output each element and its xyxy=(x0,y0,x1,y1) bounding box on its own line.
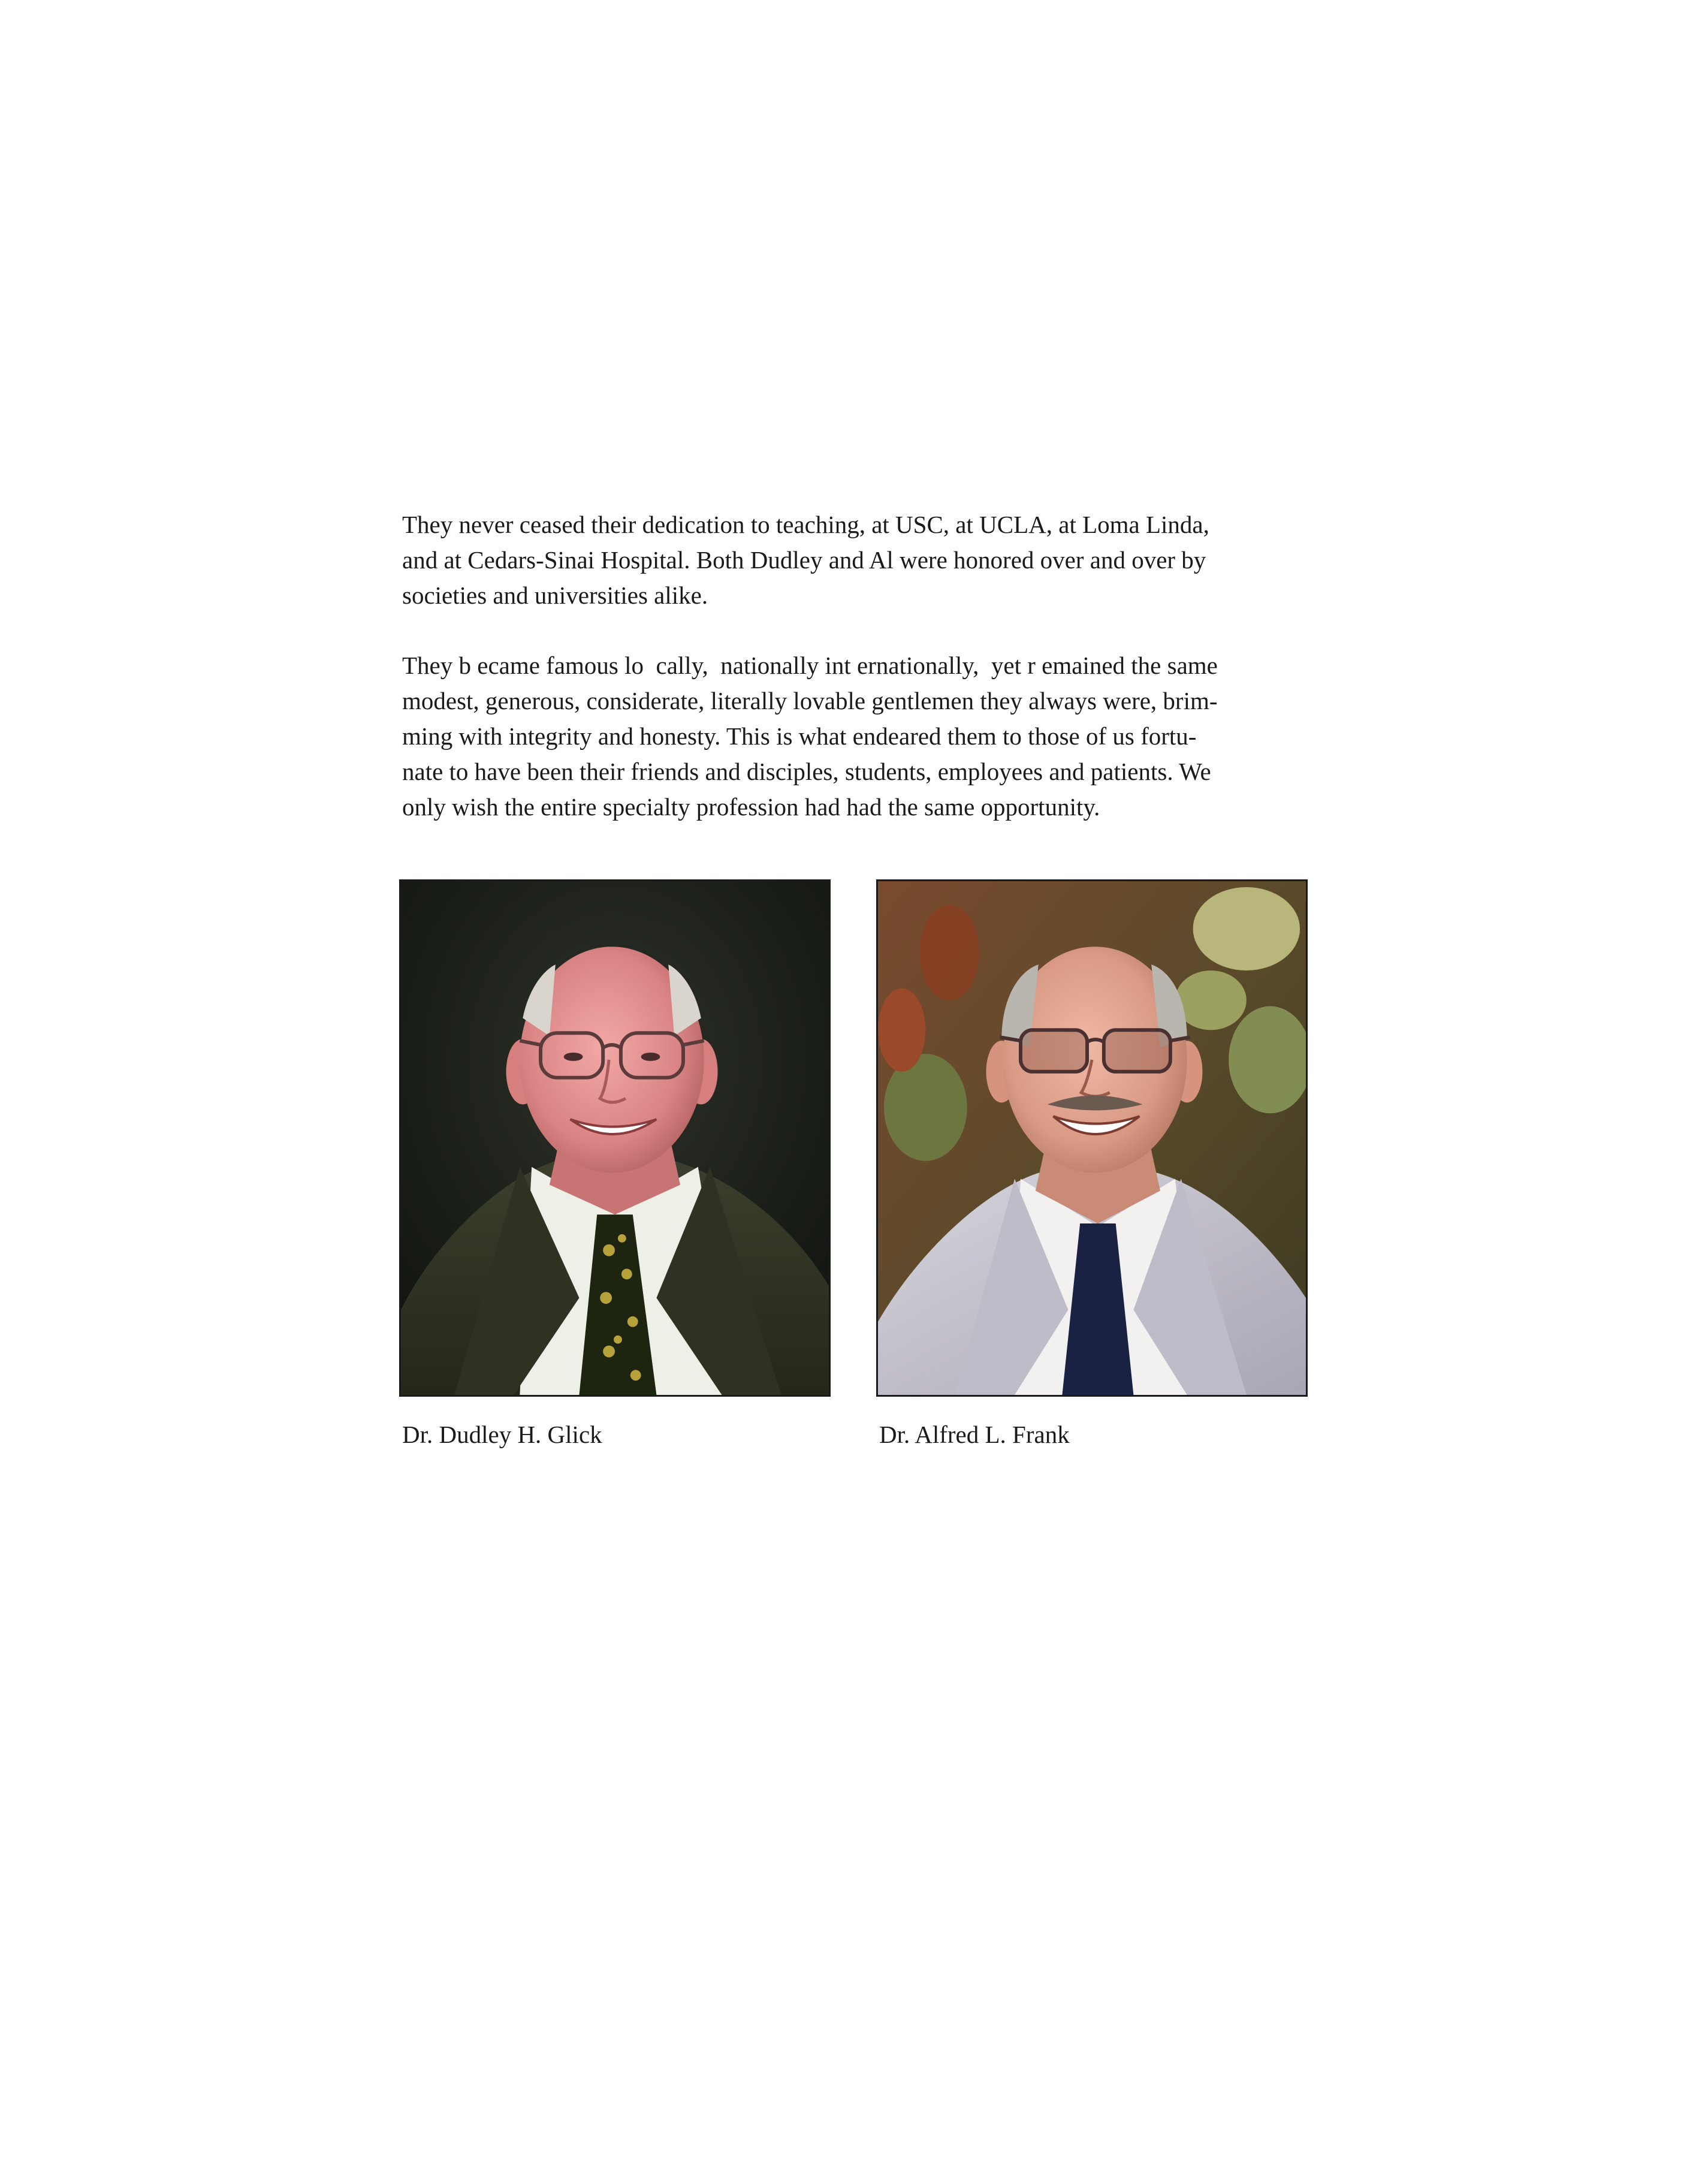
portrait-illustration-frank xyxy=(878,881,1306,1395)
paragraph-1 xyxy=(402,507,1307,613)
paragraph-line: nate to have been their friends and disciples, students, employees and patients. We xyxy=(402,758,1211,785)
portrait-photo-glick xyxy=(399,879,831,1397)
paragraph-2 xyxy=(402,648,1307,825)
paragraph-line: ming with integrity and honesty. This is what endeared them to those of us fortu- xyxy=(402,722,1197,750)
caption-frank: Dr. Alfred L. Frank xyxy=(879,1421,1070,1448)
paragraph-line: societies and universities alike. xyxy=(402,581,708,609)
paragraph-line: only wish the entire specialty profession had had the same opportunity. xyxy=(402,793,1100,821)
paragraph-line: They b ecame famous lo cally, nationally int ernationally, yet r emained the same xyxy=(402,652,1218,679)
portrait-photo-frank xyxy=(876,879,1308,1397)
paragraph-line: and at Cedars-Sinai Hospital. Both Dudley and Al were honored over and over by xyxy=(402,546,1206,574)
caption-glick: Dr. Dudley H. Glick xyxy=(402,1421,602,1448)
paragraph-line: They never ceased their dedication to teaching, at USC, at UCLA, at Loma Linda, xyxy=(402,511,1209,538)
portrait-illustration-glick xyxy=(401,881,829,1395)
paragraph-line: modest, generous, considerate, literally lovable gentlemen they always were, brim- xyxy=(402,687,1218,715)
